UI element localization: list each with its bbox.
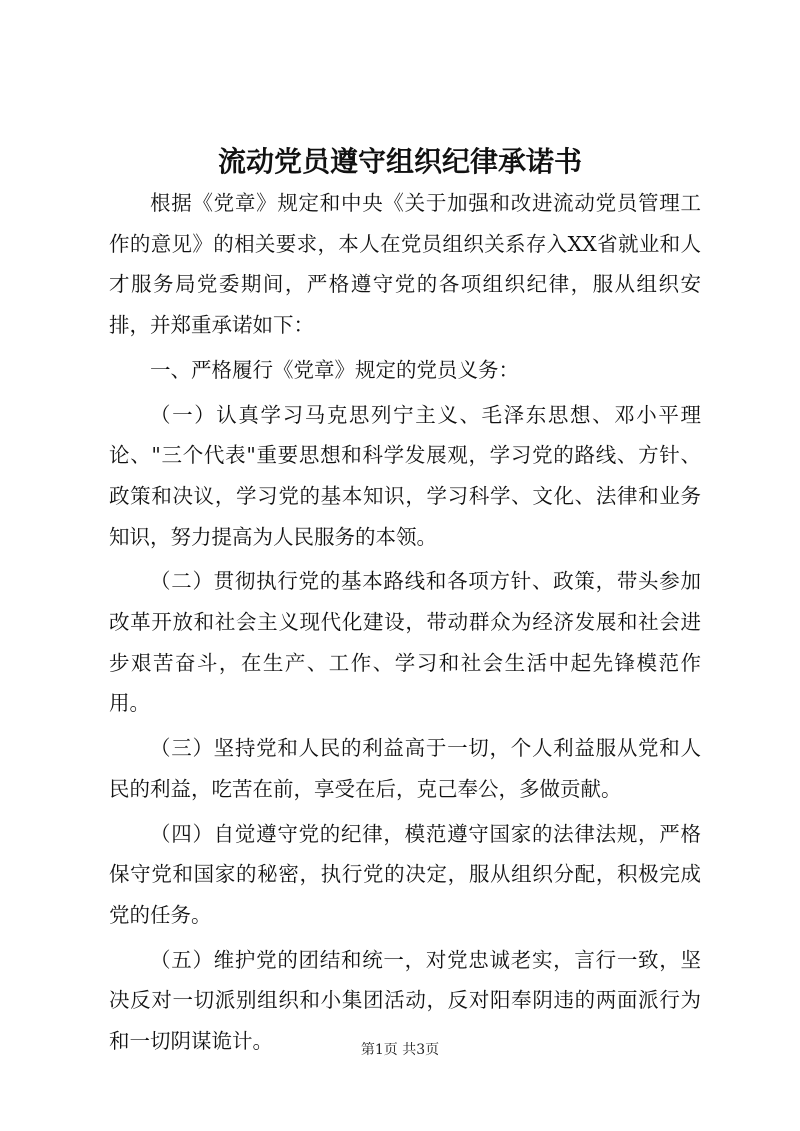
obligation-paragraph-3: （三）坚持党和人民的利益高于一切，个人利益服从党和人民的利益，吃苦在前，享受在后，克己奉公，多做贡献。: [109, 736, 701, 801]
obligation-paragraph-2: （二）贯彻执行党的基本路线和各项方针、政策，带头参加改革开放和社会主义现代化建设，带动群众为经济发展和社会进步艰苦奋斗，在生产、工作、学习和社会生活中起先锋模范作用。: [109, 569, 701, 716]
document-body: [109, 183, 701, 1062]
document-title: 流动党员遵守组织纪律承诺书: [217, 145, 582, 178]
obligation-paragraph-1: （一）认真学习马克思列宁主义、毛泽东思想、邓小平理论、"三个代表"重要思想和科学发展观，学习党的路线、方针、政策和决议，学习党的基本知识，学习科学、文化、法律和业务知识，努力提高为人民服务的本领。: [109, 402, 701, 549]
section-heading: 一、严格履行《党章》规定的党员义务：: [150, 357, 519, 382]
intro-paragraph: 根据《党章》规定和中央《关于加强和改进流动党员管理工作的意见》的相关要求，本人在党员组织关系存入XX省就业和人才服务局党委期间，严格遵守党的各项组织纪律，服从组织安排，并郑重承诺如下：: [109, 191, 701, 338]
page-number-footer: 第1页 共3页: [360, 1042, 440, 1058]
obligation-paragraph-4: （四）自觉遵守党的纪律，模范遵守国家的法律法规，严格保守党和国家的秘密，执行党的决定，服从组织分配，积极完成党的任务。: [109, 821, 701, 927]
obligation-paragraph-5: （五）维护党的团结和统一，对党忠诚老实，言行一致，坚决反对一切派别组织和小集团活动，反对阳奉阴违的两面派行为和一切阴谋诡计。: [109, 947, 701, 1054]
